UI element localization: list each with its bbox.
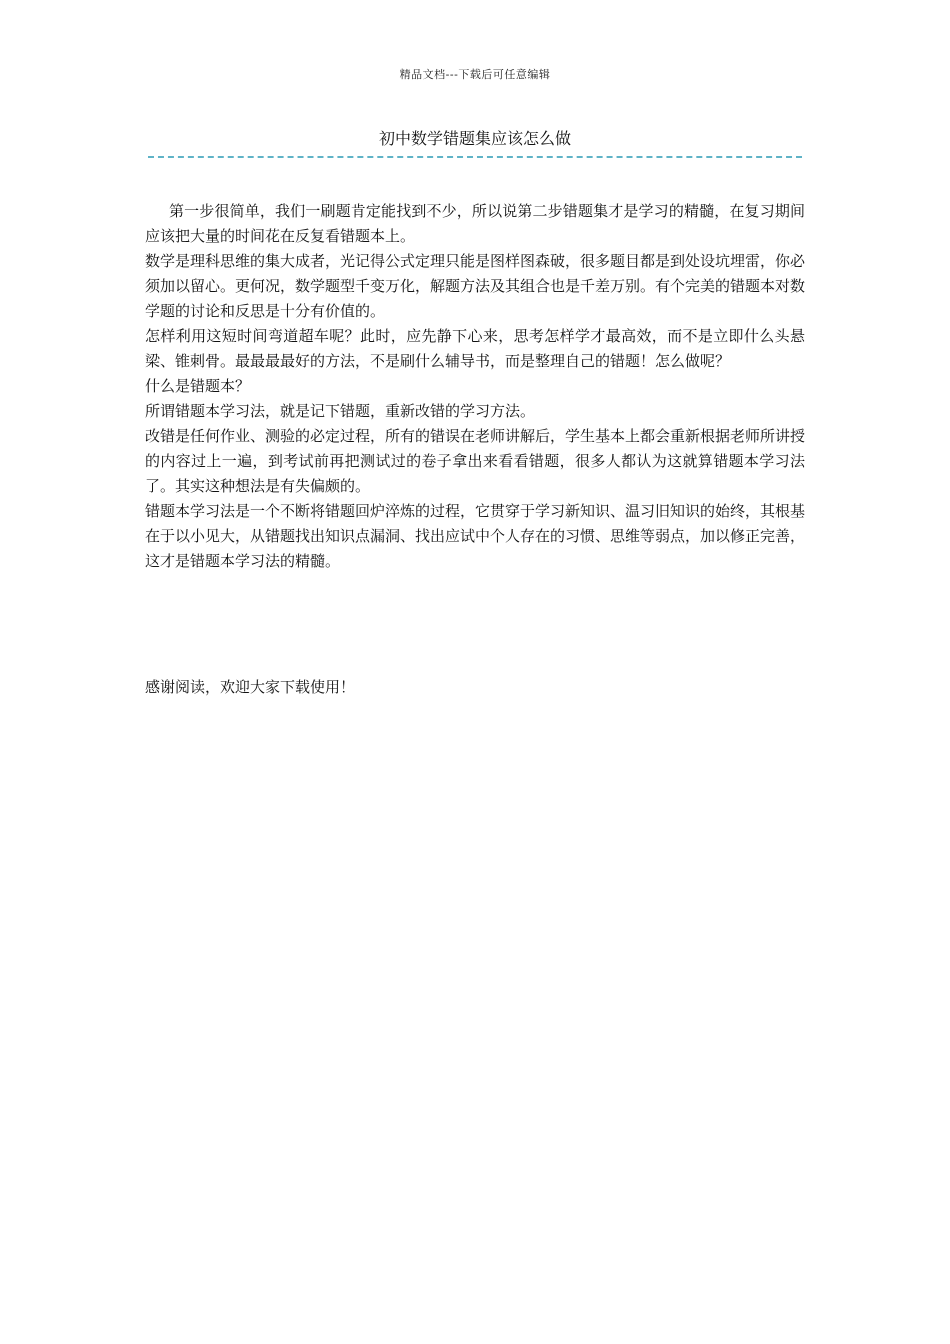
- paragraph-6: 改错是任何作业、测验的必定过程，所有的错误在老师讲解后，学生基本上都会重新根据老师所讲授的内容过上一遍，到考试前再把测试过的卷子拿出来看看错题，很多人都认为这就算错题本学习法了。其实这种想法是有失偏颇的。: [145, 427, 806, 495]
- title-divider: [148, 156, 802, 158]
- paragraph-4: 什么是错题本？: [145, 377, 251, 395]
- paragraph-1: 第一步很简单，我们一刷题肯定能找到不少，所以说第二步错题集才是学习的精髓，在复习期间应该把大量的时间花在反复看错题本上。: [145, 202, 805, 245]
- paragraph-7: 错题本学习法是一个不断将错题回炉淬炼的过程，它贯穿于学习新知识、温习旧知识的始终，其根基在于以小见大，从错题找出知识点漏洞、找出应试中个人存在的习惯、思维等弱点，加以修正完善，这才是错题本学习法的精髓。: [145, 502, 806, 570]
- document-body: [145, 199, 805, 574]
- paragraph-3: 怎样利用这短时间弯道超车呢？此时，应先静下心来，思考怎样学才最高效，而不是立即什么头悬梁、锥刺骨。最最最最好的方法，不是刷什么辅导书，而是整理自己的错题！怎么做呢？: [145, 327, 805, 370]
- paragraph-5: 所谓错题本学习法，就是记下错题，重新改错的学习方法。: [145, 402, 536, 420]
- header-note: 精品文档---下载后可任意编辑: [399, 68, 551, 81]
- document-title: 初中数学错题集应该怎么做: [378, 129, 571, 148]
- paragraph-2: 数学是理科思维的集大成者，光记得公式定理只能是图样图森破，很多题目都是到处设坑埋雷，你必须加以留心。更何况，数学题型千变万化，解题方法及其组合也是千差万别。有个完美的错题本对数学题的讨论和反思是十分有价值的。: [145, 252, 806, 320]
- closing-note: 感谢阅读，欢迎大家下载使用！: [145, 678, 356, 696]
